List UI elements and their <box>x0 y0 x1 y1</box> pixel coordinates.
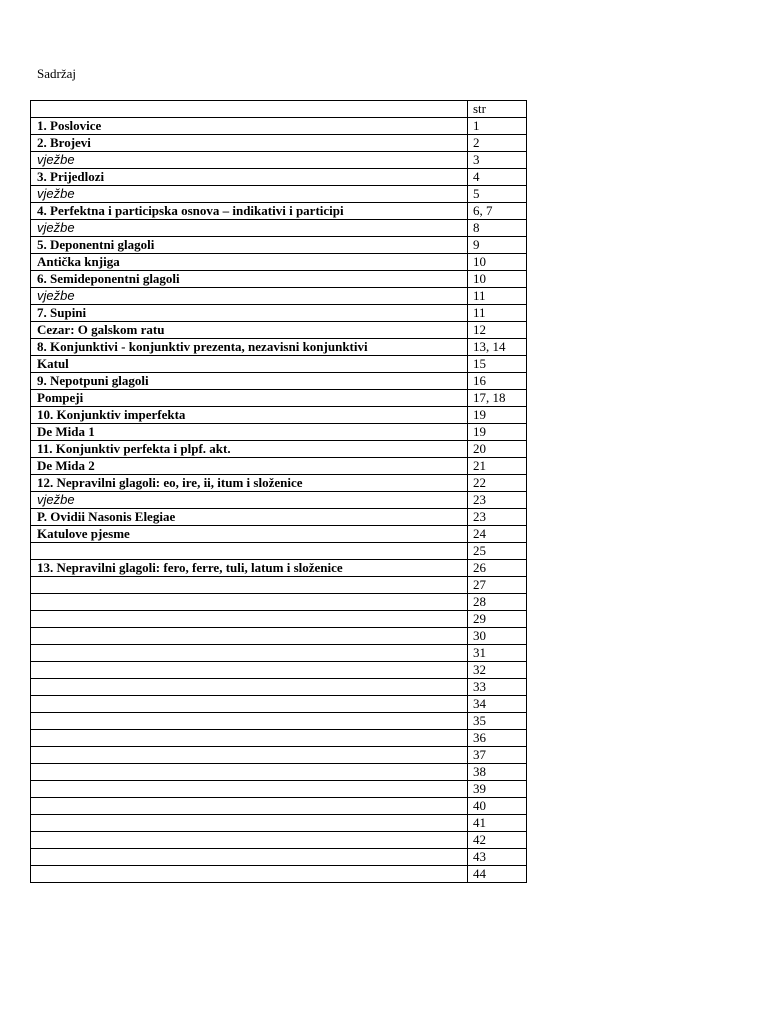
table-row <box>31 611 527 628</box>
table-row <box>31 339 527 356</box>
table-row <box>31 509 527 526</box>
table-row <box>31 815 527 832</box>
entry-page: 42 <box>468 832 527 849</box>
table-row <box>31 475 527 492</box>
entry-title: Antička knjiga <box>31 254 468 271</box>
entry-page: 6, 7 <box>468 203 527 220</box>
table-row <box>31 713 527 730</box>
page-title: Sadržaj <box>37 66 76 81</box>
entry-title <box>31 798 468 815</box>
entry-page: 34 <box>468 696 527 713</box>
entry-page: 15 <box>468 356 527 373</box>
table-row <box>31 798 527 815</box>
table-row <box>31 373 527 390</box>
table-row <box>31 832 527 849</box>
table-row <box>31 220 527 237</box>
table-row <box>31 169 527 186</box>
entry-title <box>31 781 468 798</box>
entry-page: 8 <box>468 220 527 237</box>
entry-page: 26 <box>468 560 527 577</box>
table-row <box>31 526 527 543</box>
entry-title <box>31 815 468 832</box>
entry-page: 25 <box>468 543 527 560</box>
entry-page: 43 <box>468 849 527 866</box>
entry-title <box>31 611 468 628</box>
entry-title: vježbe <box>31 186 468 203</box>
table-row <box>31 781 527 798</box>
entry-page: 4 <box>468 169 527 186</box>
table-row <box>31 288 527 305</box>
entry-title: Pompeji <box>31 390 468 407</box>
entry-title: 6. Semideponentni glagoli <box>31 271 468 288</box>
table-row <box>31 305 527 322</box>
entry-title <box>31 747 468 764</box>
entry-page: 5 <box>468 186 527 203</box>
entry-page: 20 <box>468 441 527 458</box>
entry-title: De Mida 1 <box>31 424 468 441</box>
table-row <box>31 390 527 407</box>
entry-page: 29 <box>468 611 527 628</box>
entry-page: 31 <box>468 645 527 662</box>
entry-title: vježbe <box>31 152 468 169</box>
entry-page: 37 <box>468 747 527 764</box>
table-row <box>31 645 527 662</box>
contents-table-body <box>31 101 527 883</box>
entry-title: Katulove pjesme <box>31 526 468 543</box>
entry-page: 12 <box>468 322 527 339</box>
entry-page: 19 <box>468 407 527 424</box>
table-row <box>31 662 527 679</box>
entry-title <box>31 832 468 849</box>
entry-title: 2. Brojevi <box>31 135 468 152</box>
table-row <box>31 560 527 577</box>
table-row <box>31 747 527 764</box>
table-row <box>31 135 527 152</box>
entry-page: 28 <box>468 594 527 611</box>
entry-title <box>31 543 468 560</box>
table-row <box>31 237 527 254</box>
entry-page: 33 <box>468 679 527 696</box>
entry-title: 3. Prijedlozi <box>31 169 468 186</box>
entry-title: 7. Supini <box>31 305 468 322</box>
entry-page: 2 <box>468 135 527 152</box>
entry-title: De Mida 2 <box>31 458 468 475</box>
table-row <box>31 441 527 458</box>
entry-page: 21 <box>468 458 527 475</box>
entry-page: 13, 14 <box>468 339 527 356</box>
table-row <box>31 118 527 135</box>
entry-title <box>31 577 468 594</box>
table-row <box>31 866 527 883</box>
entry-title <box>31 713 468 730</box>
entry-page: 41 <box>468 815 527 832</box>
table-row <box>31 254 527 271</box>
table-row <box>31 492 527 509</box>
entry-title: 4. Perfektna i participska osnova – indikativi i participi <box>31 203 468 220</box>
table-row <box>31 764 527 781</box>
entry-title: P. Ovidii Nasonis Elegiae <box>31 509 468 526</box>
entry-page: 35 <box>468 713 527 730</box>
entry-page: 44 <box>468 866 527 883</box>
entry-page: 16 <box>468 373 527 390</box>
table-row <box>31 322 527 339</box>
entry-title <box>31 628 468 645</box>
table-row <box>31 458 527 475</box>
contents-table <box>30 100 527 883</box>
entry-title: 9. Nepotpuni glagoli <box>31 373 468 390</box>
entry-page: 40 <box>468 798 527 815</box>
table-row <box>31 407 527 424</box>
table-header-row <box>31 101 527 118</box>
entry-title <box>31 866 468 883</box>
entry-page: 10 <box>468 271 527 288</box>
entry-page: 17, 18 <box>468 390 527 407</box>
entry-page: 10 <box>468 254 527 271</box>
entry-title: 10. Konjunktiv imperfekta <box>31 407 468 424</box>
entry-page: 38 <box>468 764 527 781</box>
entry-page: 32 <box>468 662 527 679</box>
entry-page: 27 <box>468 577 527 594</box>
entry-page: 23 <box>468 509 527 526</box>
entry-title: 13. Nepravilni glagoli: fero, ferre, tuli, latum i složenice <box>31 560 468 577</box>
entry-page: 11 <box>468 288 527 305</box>
table-row <box>31 424 527 441</box>
entry-title: 12. Nepravilni glagoli: eo, ire, ii, itum i složenice <box>31 475 468 492</box>
entry-page: 3 <box>468 152 527 169</box>
table-row <box>31 696 527 713</box>
table-row <box>31 203 527 220</box>
header-title-cell <box>31 101 468 118</box>
entry-page: 1 <box>468 118 527 135</box>
table-row <box>31 594 527 611</box>
entry-page: 24 <box>468 526 527 543</box>
entry-title <box>31 662 468 679</box>
entry-title: vježbe <box>31 220 468 237</box>
entry-title <box>31 764 468 781</box>
header-page-cell: str <box>468 101 527 118</box>
table-row <box>31 730 527 747</box>
entry-title <box>31 594 468 611</box>
entry-page: 39 <box>468 781 527 798</box>
entry-title: Cezar: O galskom ratu <box>31 322 468 339</box>
entry-page: 23 <box>468 492 527 509</box>
entry-title: 8. Konjunktivi - konjunktiv prezenta, nezavisni konjunktivi <box>31 339 468 356</box>
table-row <box>31 356 527 373</box>
table-row <box>31 271 527 288</box>
entry-page: 36 <box>468 730 527 747</box>
entry-title <box>31 849 468 866</box>
entry-page: 30 <box>468 628 527 645</box>
table-row <box>31 628 527 645</box>
entry-page: 11 <box>468 305 527 322</box>
entry-title <box>31 645 468 662</box>
entry-title: vježbe <box>31 492 468 509</box>
entry-title <box>31 696 468 713</box>
table-row <box>31 152 527 169</box>
table-row <box>31 186 527 203</box>
table-row <box>31 577 527 594</box>
entry-title <box>31 730 468 747</box>
entry-page: 9 <box>468 237 527 254</box>
entry-title: 5. Deponentni glagoli <box>31 237 468 254</box>
entry-title: Katul <box>31 356 468 373</box>
entry-title <box>31 679 468 696</box>
entry-title: 11. Konjunktiv perfekta i plpf. akt. <box>31 441 468 458</box>
entry-title: 1. Poslovice <box>31 118 468 135</box>
table-row <box>31 849 527 866</box>
table-row <box>31 543 527 560</box>
entry-title: vježbe <box>31 288 468 305</box>
table-row <box>31 679 527 696</box>
entry-page: 22 <box>468 475 527 492</box>
entry-page: 19 <box>468 424 527 441</box>
